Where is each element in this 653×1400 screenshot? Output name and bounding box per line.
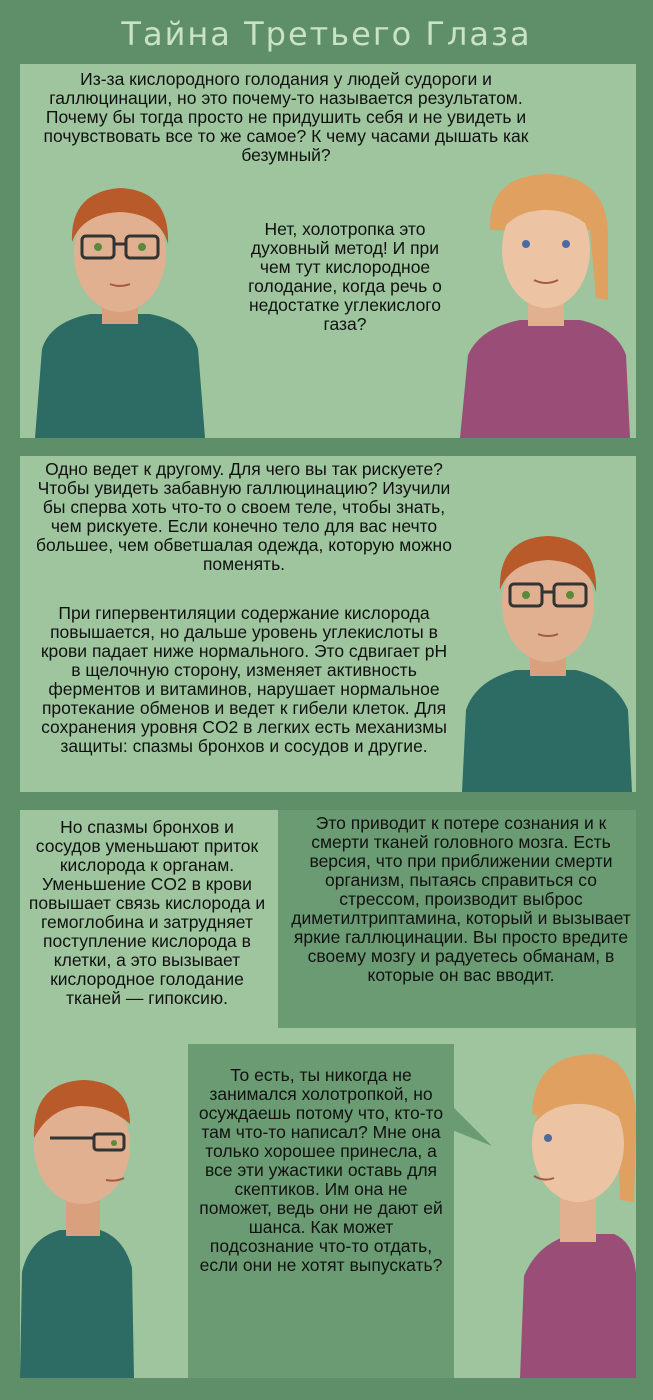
comic-panel-2 [20, 456, 636, 792]
skeptic-character-illustration [20, 1042, 160, 1378]
speech-text-skeptic-2: Это приводит к потере сознания и к смерти тканей головного мозга. Есть версия, что при приближении смерти организм, пытаясь справиться со стрессом, производит выброс диметилтриптамина, который и вызывает яркие галлюцинации. Вы просто вредите своему мозгу и радуетесь обманам, в которые он вас вводит. [291, 813, 631, 985]
speech-text-believer: Нет, холотропка это духовный метод! И при чем тут кислородное голодание, когда речь о недостатке углекислого газа? [248, 219, 442, 334]
speech-text-skeptic: Из-за кислородного голодания у людей судороги и галлюцинации, но это почему-то называется результатом. Почему бы тогда просто не придушить себя и не увидеть и почувствовать все то же самое? К чему часами дышать как безумный? [43, 69, 529, 165]
comic-panel-1 [20, 64, 636, 438]
skeptic-character-illustration [20, 174, 220, 438]
believer-character-illustration [450, 170, 636, 438]
speech-text-believer: То есть, ты никогда не занимался холотропкой, но осуждаешь потому что, кто-то там что-то написал? Мне она только хорошее принесла, а все эти ужастики оставь для скептиков. Им она не поможет, ведь они не дают ей шанса. Как может подсознание что-то отдать, если они не хотят выпускать? [198, 1065, 444, 1275]
speech-text-skeptic-2: При гипервентиляции содержание кислорода повышается, но дальше уровень углекислоты в крови падает ниже нормального. Это сдвигает pH в щелочную сторону, изменяет активность ферментов и витаминов, нарушает нормальное протекание обменов и ведет к гибели клеток. Для сохранения уровня CO2 в легких есть механизмы защиты: спазмы бронхов и сосудов и другие. [40, 603, 448, 756]
speech-text-skeptic-1: Одно ведет к другому. Для чего вы так рискуете? Чтобы увидеть забавную галлюцинацию? Изучили бы сперва хоть что-то о своем теле, чтобы знать, чем рискуете. Если конечно тело для вас нечто большее, чем обветшалая одежда, которую можно поменять. [36, 459, 452, 574]
believer-character-illustration [494, 1044, 636, 1378]
comic-title: Тайна Третьего Глаза [121, 15, 532, 53]
speech-text-skeptic-1: Но спазмы бронхов и сосудов уменьшают приток кислорода к органам. Уменьшение CO2 в крови повышает связь кислорода и гемоглобина и затрудняет поступление кислорода в клетки, а это вызывает кислородное голодание тканей — гипоксию. [28, 817, 266, 1008]
speech-tail [452, 1106, 492, 1150]
comic-panel-3 [20, 810, 636, 1378]
skeptic-character-illustration [456, 520, 636, 792]
